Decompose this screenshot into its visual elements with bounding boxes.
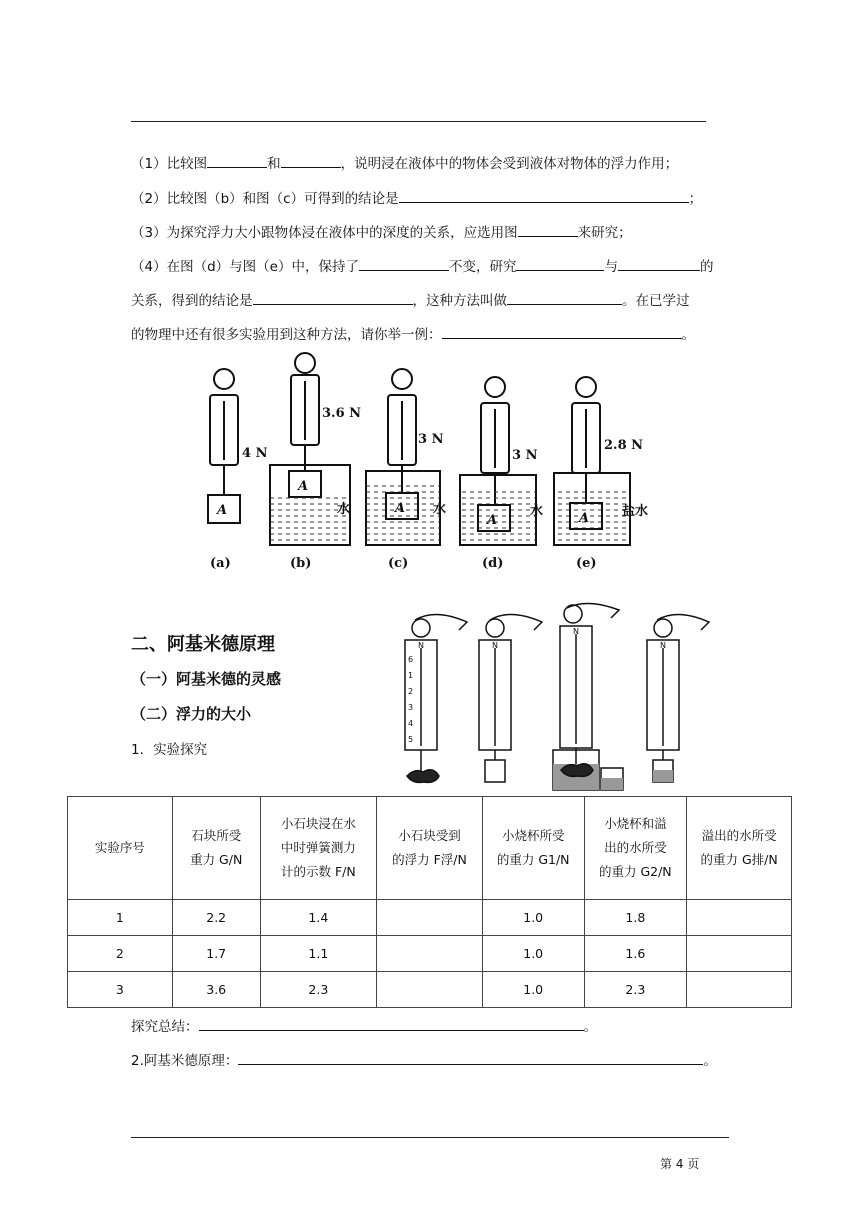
question-4a xyxy=(131,255,713,275)
liquid-d: 水 xyxy=(530,504,544,519)
experiment-scale-2 xyxy=(479,614,542,782)
table-cell[interactable] xyxy=(687,972,792,1008)
footer-rule xyxy=(131,1137,729,1138)
table-cell: 2.2 xyxy=(172,900,260,936)
scale-tick-3: 3 xyxy=(408,703,414,712)
block-label-c: A xyxy=(395,501,406,516)
q4a-p1: （4）在图（d）与图（e）中，保持了 xyxy=(131,259,359,275)
table-cell: 3 xyxy=(68,972,173,1008)
table-cell[interactable] xyxy=(687,936,792,972)
experiment-table xyxy=(67,796,792,1008)
table-cell: 1.8 xyxy=(584,900,687,936)
principle-label: 2.阿基米德原理： xyxy=(131,1053,239,1069)
summary-end: 。 xyxy=(583,1019,597,1035)
q2-blank[interactable] xyxy=(399,189,689,203)
item-1: 1．实验探究 xyxy=(131,742,208,758)
scale-letter-3: N xyxy=(573,627,579,636)
principle-blank[interactable] xyxy=(238,1051,703,1065)
header-buoyancy: 小石块受到 的浮力 F浮/N xyxy=(377,797,483,900)
question-1 xyxy=(131,152,678,172)
table-row xyxy=(68,972,792,1008)
q4-blank-d[interactable] xyxy=(253,291,413,305)
fig-label-a: (a) xyxy=(210,556,231,571)
experiment-scale-3 xyxy=(553,603,623,790)
table-row xyxy=(68,900,792,936)
table-cell: 2.3 xyxy=(260,972,376,1008)
header-displaced-weight: 溢出的水所受 的重力 G排/N xyxy=(687,797,792,900)
q3-suffix: 来研究； xyxy=(577,225,632,241)
principle-line xyxy=(131,1049,717,1069)
table-cell: 3.6 xyxy=(172,972,260,1008)
principle-end: 。 xyxy=(703,1053,717,1069)
table-cell: 1.0 xyxy=(482,900,584,936)
q4c-p1: 的物理中还有很多实验用到这种方法，请你举一例： xyxy=(131,327,442,343)
block-label-e: A xyxy=(579,511,590,526)
subsection-2: （二）浮力的大小 xyxy=(131,705,252,723)
q2-prefix: （2）比较图（b）和图（c）可得到的结论是 xyxy=(131,191,399,207)
table-cell: 1.0 xyxy=(482,972,584,1008)
scale-tick-5: 5 xyxy=(408,735,414,744)
table-cell: 1.6 xyxy=(584,936,687,972)
scale-e xyxy=(554,377,630,545)
q1-prefix: （1）比较图 xyxy=(131,156,208,172)
q4b-p3: 。在已学过 xyxy=(622,293,690,309)
block-label-d: A xyxy=(487,513,498,528)
question-4c xyxy=(131,323,695,343)
q4-blank-b[interactable] xyxy=(516,257,604,271)
reading-a: 4 N xyxy=(242,446,268,461)
header-rule xyxy=(131,121,706,122)
fig-label-c: (c) xyxy=(388,556,409,571)
table-cell[interactable] xyxy=(377,936,483,972)
table-cell[interactable] xyxy=(377,900,483,936)
summary-label: 探究总结： xyxy=(131,1019,199,1035)
scale-letter-1: N xyxy=(418,641,424,650)
q1-blank-a[interactable] xyxy=(207,154,267,168)
header-weight: 石块所受 重力 G/N xyxy=(172,797,260,900)
liquid-e: 盐水 xyxy=(622,504,649,519)
q4a-p2: 不变，研究 xyxy=(448,259,517,275)
subsection-1: （一）阿基米德的灵感 xyxy=(131,670,282,688)
scale-c xyxy=(366,369,440,545)
table-cell: 1.4 xyxy=(260,900,376,936)
page-number: 第 4 页 xyxy=(660,1157,700,1171)
summary-line xyxy=(131,1015,597,1035)
q4c-p2: 。 xyxy=(681,327,695,343)
table-cell: 1.7 xyxy=(172,936,260,972)
scale-tick-2: 2 xyxy=(408,687,414,696)
scale-tick-4: 4 xyxy=(408,719,414,728)
question-2 xyxy=(131,187,702,207)
q4-blank-a[interactable] xyxy=(359,257,449,271)
block-label-b: A xyxy=(298,479,309,494)
experiment-scale-1 xyxy=(405,614,467,782)
reading-c: 3 N xyxy=(418,432,444,447)
q4-blank-f[interactable] xyxy=(442,325,682,339)
q4b-p2: ，这种方法叫做 xyxy=(412,293,507,309)
q3-prefix: （3）为探究浮力大小跟物体浸在液体中的深度的关系，应选用图 xyxy=(131,225,518,241)
scale-letter-4: N xyxy=(660,641,666,650)
q4b-p1: 关系，得到的结论是 xyxy=(131,293,253,309)
q2-suffix: ； xyxy=(688,191,703,207)
reading-e: 2.8 N xyxy=(604,438,644,453)
q1-suffix: ，说明浸在液体中的物体会受到液体对物体的浮力作用； xyxy=(340,156,679,172)
summary-blank[interactable] xyxy=(199,1017,584,1031)
scale-tick-1: 1 xyxy=(408,671,414,680)
header-reading: 小石块浸在水 中时弹簧测力 计的示数 F/N xyxy=(260,797,376,900)
table-cell: 1.1 xyxy=(260,936,376,972)
scale-top-tick-1: 6 xyxy=(408,655,414,664)
table-cell: 2.3 xyxy=(584,972,687,1008)
q4a-p3: 与 xyxy=(604,259,618,275)
table-header-row xyxy=(68,797,792,900)
fig-label-b: (b) xyxy=(290,556,312,571)
table-cell: 1 xyxy=(68,900,173,936)
q4-blank-e[interactable] xyxy=(507,291,622,305)
q4a-p4: 的 xyxy=(699,259,714,275)
fig-label-d: (d) xyxy=(482,556,504,571)
question-4b xyxy=(131,289,690,309)
fig-label-e: (e) xyxy=(576,556,597,571)
reading-d: 3 N xyxy=(512,448,538,463)
figure-spring-scales xyxy=(190,345,680,575)
liquid-c: 水 xyxy=(433,502,447,517)
header-cup-water-weight: 小烧杯和溢 出的水所受 的重力 G2/N xyxy=(584,797,687,900)
table-cell[interactable] xyxy=(687,900,792,936)
liquid-b: 水 xyxy=(337,502,351,517)
header-trial: 实验序号 xyxy=(68,797,173,900)
header-cup-weight: 小烧杯所受 的重力 G1/N xyxy=(482,797,584,900)
table-cell: 1.0 xyxy=(482,936,584,972)
scale-a xyxy=(208,369,240,523)
block-label-a: A xyxy=(217,503,228,518)
q3-blank[interactable] xyxy=(518,223,578,237)
reading-b: 3.6 N xyxy=(322,406,362,421)
table-cell: 2 xyxy=(68,936,173,972)
q1-blank-b[interactable] xyxy=(281,154,341,168)
table-cell[interactable] xyxy=(377,972,483,1008)
figure-archimedes-experiment xyxy=(395,600,725,795)
section-title: 二、阿基米德原理 xyxy=(131,634,275,655)
table-row xyxy=(68,936,792,972)
scale-letter-2: N xyxy=(492,641,498,650)
q4-blank-c[interactable] xyxy=(618,257,700,271)
experiment-scale-4 xyxy=(647,614,709,782)
question-3 xyxy=(131,221,632,241)
q1-mid: 和 xyxy=(267,156,281,172)
